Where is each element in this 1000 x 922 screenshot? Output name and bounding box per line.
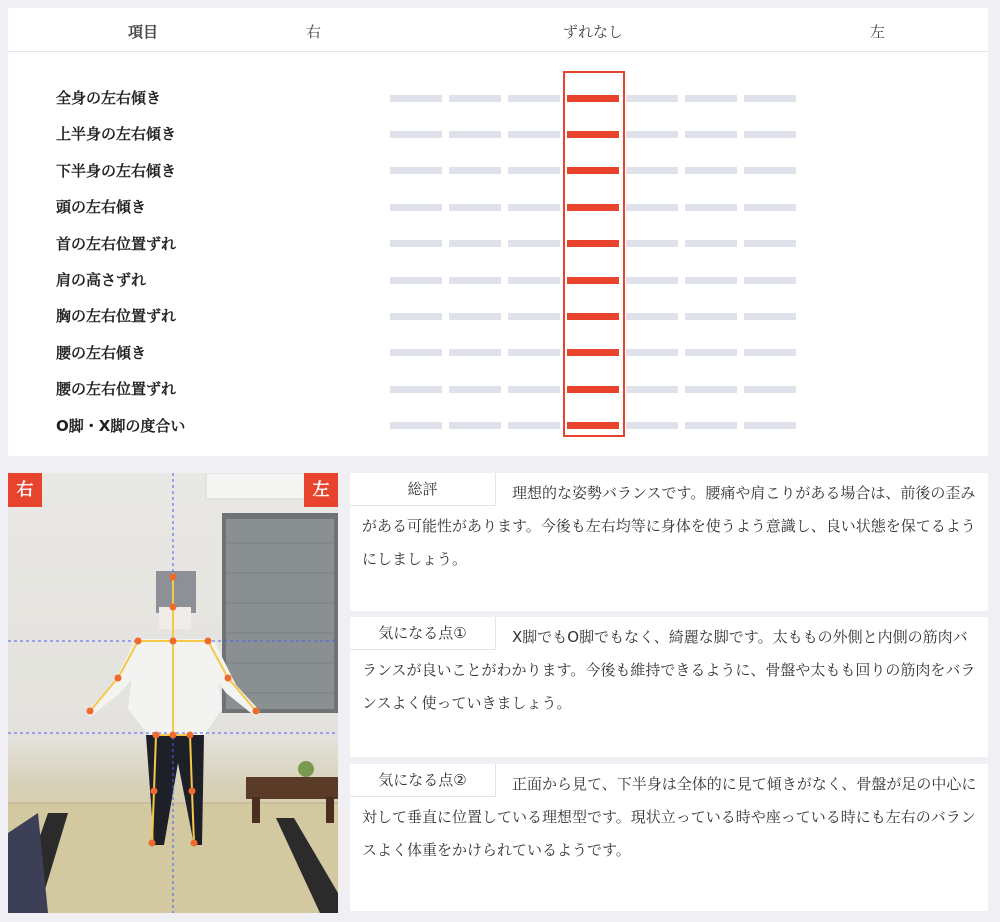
scale-segment <box>449 422 501 429</box>
posture-photo <box>8 473 338 913</box>
scale-segment <box>685 240 737 247</box>
scale-segment <box>390 95 442 102</box>
scale-segment <box>508 240 560 247</box>
badge-right: 右 <box>8 473 42 507</box>
scale-segment <box>390 277 442 284</box>
scale-segment <box>449 386 501 393</box>
low-table <box>246 777 338 799</box>
row-label: 下半身の左右傾き <box>56 161 177 180</box>
scale-segment <box>626 167 678 174</box>
plant <box>298 761 314 777</box>
comment-box-summary <box>350 473 988 611</box>
scale-segment <box>744 349 796 356</box>
scale-segment <box>685 349 737 356</box>
scale-segment <box>744 386 796 393</box>
scale-segment <box>508 95 560 102</box>
scale-segment <box>508 277 560 284</box>
scale-segment <box>626 204 678 211</box>
center-highlight-box <box>563 71 625 437</box>
header-right: 右 <box>306 23 322 41</box>
scale-segment <box>449 313 501 320</box>
row-label: O脚・X脚の度合い <box>56 416 186 435</box>
scale-segment <box>390 240 442 247</box>
badge-left: 左 <box>304 473 338 507</box>
scale-segment <box>685 167 737 174</box>
scale-segment <box>449 131 501 138</box>
scale-segment <box>744 313 796 320</box>
comment-text: 理想的な姿勢バランスです。腰痛や肩こりがある場合は、前後の歪みがある可能性があります。今後も左右均等に身体を使うよう意識し、良い状態を保てるようにしましょう。 <box>362 484 976 568</box>
scale-segment <box>744 422 796 429</box>
comment-title: 気になる点① <box>350 617 496 650</box>
scale-segment <box>449 167 501 174</box>
posture-photo-illustration <box>8 473 338 913</box>
scale-segment <box>626 422 678 429</box>
scale-segment <box>508 386 560 393</box>
scale-segment <box>744 277 796 284</box>
scale-segment <box>685 277 737 284</box>
comment-text: X脚でもO脚でもなく、綺麗な脚です。太ももの外側と内側の筋肉バランスが良いことがわかります。今後も維持できるように、骨盤や太もも回りの筋肉をバランスよく使っていきましょう。 <box>362 628 976 712</box>
scale-segment <box>508 422 560 429</box>
scale-segment <box>626 349 678 356</box>
header-item: 項目 <box>128 23 159 41</box>
scale-segment <box>390 422 442 429</box>
scale-segment <box>744 204 796 211</box>
scale-segment <box>626 240 678 247</box>
row-label: 腰の左右位置ずれ <box>56 380 177 399</box>
air-conditioner <box>206 473 306 499</box>
comment-title: 総評 <box>350 473 496 506</box>
scale-segment <box>744 167 796 174</box>
scale-segment <box>449 204 501 211</box>
scale-segment <box>508 349 560 356</box>
scale-segment <box>390 131 442 138</box>
scale-segment <box>685 386 737 393</box>
scale-segment <box>744 131 796 138</box>
row-label: 上半身の左右傾き <box>56 125 177 144</box>
header-left: 左 <box>870 23 886 41</box>
scale-segment <box>626 277 678 284</box>
scale-segment <box>685 204 737 211</box>
scale-segment <box>685 131 737 138</box>
row-label: 頭の左右傾き <box>56 198 147 217</box>
row-label: 首の左右位置ずれ <box>56 234 177 253</box>
comment-box-point-1 <box>350 617 988 757</box>
scale-segment <box>685 95 737 102</box>
scale-segment <box>626 386 678 393</box>
scale-segment <box>390 386 442 393</box>
scale-segment <box>508 131 560 138</box>
scale-segment <box>449 349 501 356</box>
scale-segment <box>626 313 678 320</box>
row-label: 全身の左右傾き <box>56 89 162 107</box>
row-label: 胸の左右位置ずれ <box>56 307 177 326</box>
row-label: 腰の左右傾き <box>56 343 147 362</box>
chart-header <box>8 8 988 52</box>
scale-segment <box>508 167 560 174</box>
scale-segment <box>449 240 501 247</box>
scale-segment <box>744 240 796 247</box>
scale-segment <box>390 313 442 320</box>
scale-segment <box>390 204 442 211</box>
scale-segment <box>626 131 678 138</box>
scale-segment <box>685 422 737 429</box>
scale-segment <box>449 95 501 102</box>
row-label: 肩の高さずれ <box>56 271 147 289</box>
scale-segment <box>626 95 678 102</box>
scale-segment <box>390 167 442 174</box>
comment-text: 正面から見て、下半身は全体的に見て傾きがなく、骨盤が足の中心に対して垂直に位置している理想型です。現状立っている時や座っている時にも左右のバランスよく体重をかけられているようです。 <box>362 775 977 859</box>
scale-segment <box>508 313 560 320</box>
scale-segment <box>449 277 501 284</box>
scale-segment <box>508 204 560 211</box>
posture-chart-panel <box>8 8 988 456</box>
comment-title: 気になる点② <box>350 764 496 797</box>
scale-segment <box>744 95 796 102</box>
scale-segment <box>685 313 737 320</box>
scale-segment <box>390 349 442 356</box>
comment-box-point-2 <box>350 764 988 911</box>
header-center: ずれなし <box>563 23 624 41</box>
